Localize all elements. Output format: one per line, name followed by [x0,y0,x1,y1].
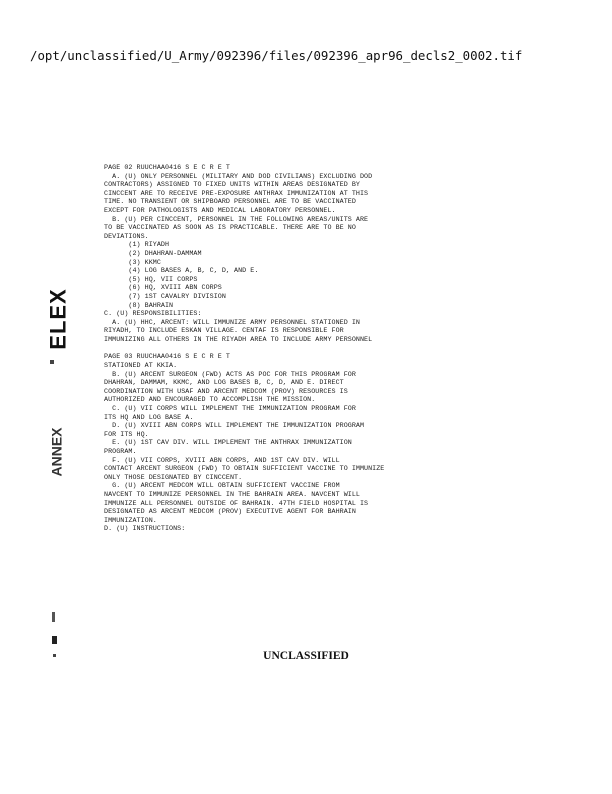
document-line: (7) 1ST CAVALRY DIVISION [104,292,226,301]
document-line: A. (U) ONLY PERSONNEL (MILITARY AND DOD CIVILIANS) EXCLUDING DOD [104,172,373,181]
document-line: B. (U) ARCENT SURGEON (FWD) ACTS AS POC FOR THIS PROGRAM FOR [104,370,356,379]
document-line: (3) KKMC [104,258,161,267]
document-line: B. (U) PER CINCCENT, PERSONNEL IN THE FOLLOWING AREAS/UNITS ARE [104,215,369,224]
document-line: FOR ITS HQ. [104,430,149,439]
margin-speck [50,360,54,364]
document-line: (5) HQ, VII CORPS [104,275,198,284]
document-line: EXCEPT FOR PATHOLOGISTS AND MEDICAL LABORATORY PERSONNEL. [104,206,336,215]
document-line: CONTACT ARCENT SURGEON (FWD) TO OBTAIN SUFFICIENT VACCINE TO IMMUNIZE [104,465,385,474]
document-line: PROGRAM. [104,448,137,456]
document-line: DESIGNATED AS ARCENT MEDCOM (PROV) EXECUTIVE AGENT FOR BAHRAIN [104,508,356,517]
section-gap [104,344,524,353]
document-line: A. (U) HHC, ARCENT: WILL IMMUNIZE ARMY PERSONNEL STATIONED IN [104,318,360,327]
document-line: IMMUNIZE ALL PERSONNEL OUTSIDE OF BAHRAIN. 47TH FIELD HOSPITAL IS [104,499,369,508]
classification-footer: UNCLASSIFIED [263,650,349,662]
document-line: (4) LOG BASES A, B, C, D, AND E. [104,267,259,276]
document-line: TIME. NO TRANSIENT OR SHIPBOARD PERSONNEL ARE TO BE VACCINATED [104,198,356,207]
document-line: DEVIATIONS. [104,232,149,241]
document-line: NAVCENT TO IMMUNIZE PERSONNEL IN THE BAHRAIN AREA. NAVCENT WILL [104,490,360,499]
document-line: IMMUNIZING ALL OTHERS IN THE RIYADH AREA TO INCLUDE ARMY PERSONNEL [104,335,373,344]
document-line: CONTRACTORS) ASSIGNED TO FIXED UNITS WITHIN AREAS DESIGNATED BY [104,181,360,190]
document-line: CINCCENT ARE TO RECEIVE PRE-EXPOSURE ANTHRAX IMMUNIZATION AT THIS [104,189,369,198]
document-line: D. (U) XVIII ABN CORPS WILL IMPLEMENT THE IMMUNIZATION PROGRAM [104,422,365,431]
margin-mark-annex: ANNEX [48,427,65,477]
document-body [104,164,524,534]
document-line: ONLY THOSE DESIGNATED BY CINCCENT. [104,473,243,482]
document-line: COORDINATION WITH USAF AND ARCENT MEDCOM (PROV) RESOURCES IS [104,387,348,396]
document-line: TO BE VACCINATED AS SOON AS IS PRACTICABLE. THERE ARE TO BE NO [104,224,356,233]
document-line: F. (U) VII CORPS, XVIII ABN CORPS, AND 1ST CAV DIV. WILL [104,456,340,465]
document-line: (2) DHAHRAN-DAMMAM [104,249,202,258]
document-line: (1) RIYADH [104,241,170,250]
document-line: ITS HQ AND LOG BASE A. [104,413,194,422]
document-line: G. (U) ARCENT MEDCOM WILL OBTAIN SUFFICIENT VACCINE FROM [104,482,340,491]
document-line: RIYADH, TO INCLUDE ESKAN VILLAGE. CENTAF IS RESPONSIBLE FOR [104,327,344,336]
document-line: D. (U) INSTRUCTIONS: [104,525,186,534]
document-line: AUTHORIZED AND ENCOURAGED TO ACCOMPLISH THE MISSION. [104,396,316,405]
document-line: IMMUNIZATION. [104,516,157,525]
margin-speck [52,612,55,622]
document-line: (8) BAHRAIN [104,301,174,310]
document-line: PAGE 03 RUUCHAA0416 S E C R E T [104,353,230,362]
margin-speck [52,636,57,644]
document-line: PAGE 02 RUUCHAA0416 S E C R E T [104,164,230,172]
document-line: C. (U) VII CORPS WILL IMPLEMENT THE IMMUNIZATION PROGRAM FOR [104,405,356,414]
document-line: (6) HQ, XVIII ABN CORPS [104,284,222,293]
margin-mark-stamp: ELEX [45,288,71,350]
document-line: STATIONED AT KKIA. [104,362,178,371]
file-path-header: /opt/unclassified/U_Army/092396/files/092396_apr96_decls2_0002.tif [30,48,523,63]
document-line: E. (U) 1ST CAV DIV. WILL IMPLEMENT THE ANTHRAX IMMUNIZATION [104,439,352,448]
document-line: C. (U) RESPONSIBILITIES: [104,310,202,319]
document-line: DHAHRAN, DAMMAM, KKMC, AND LOG BASES B, C, D, AND E. DIRECT [104,379,344,388]
